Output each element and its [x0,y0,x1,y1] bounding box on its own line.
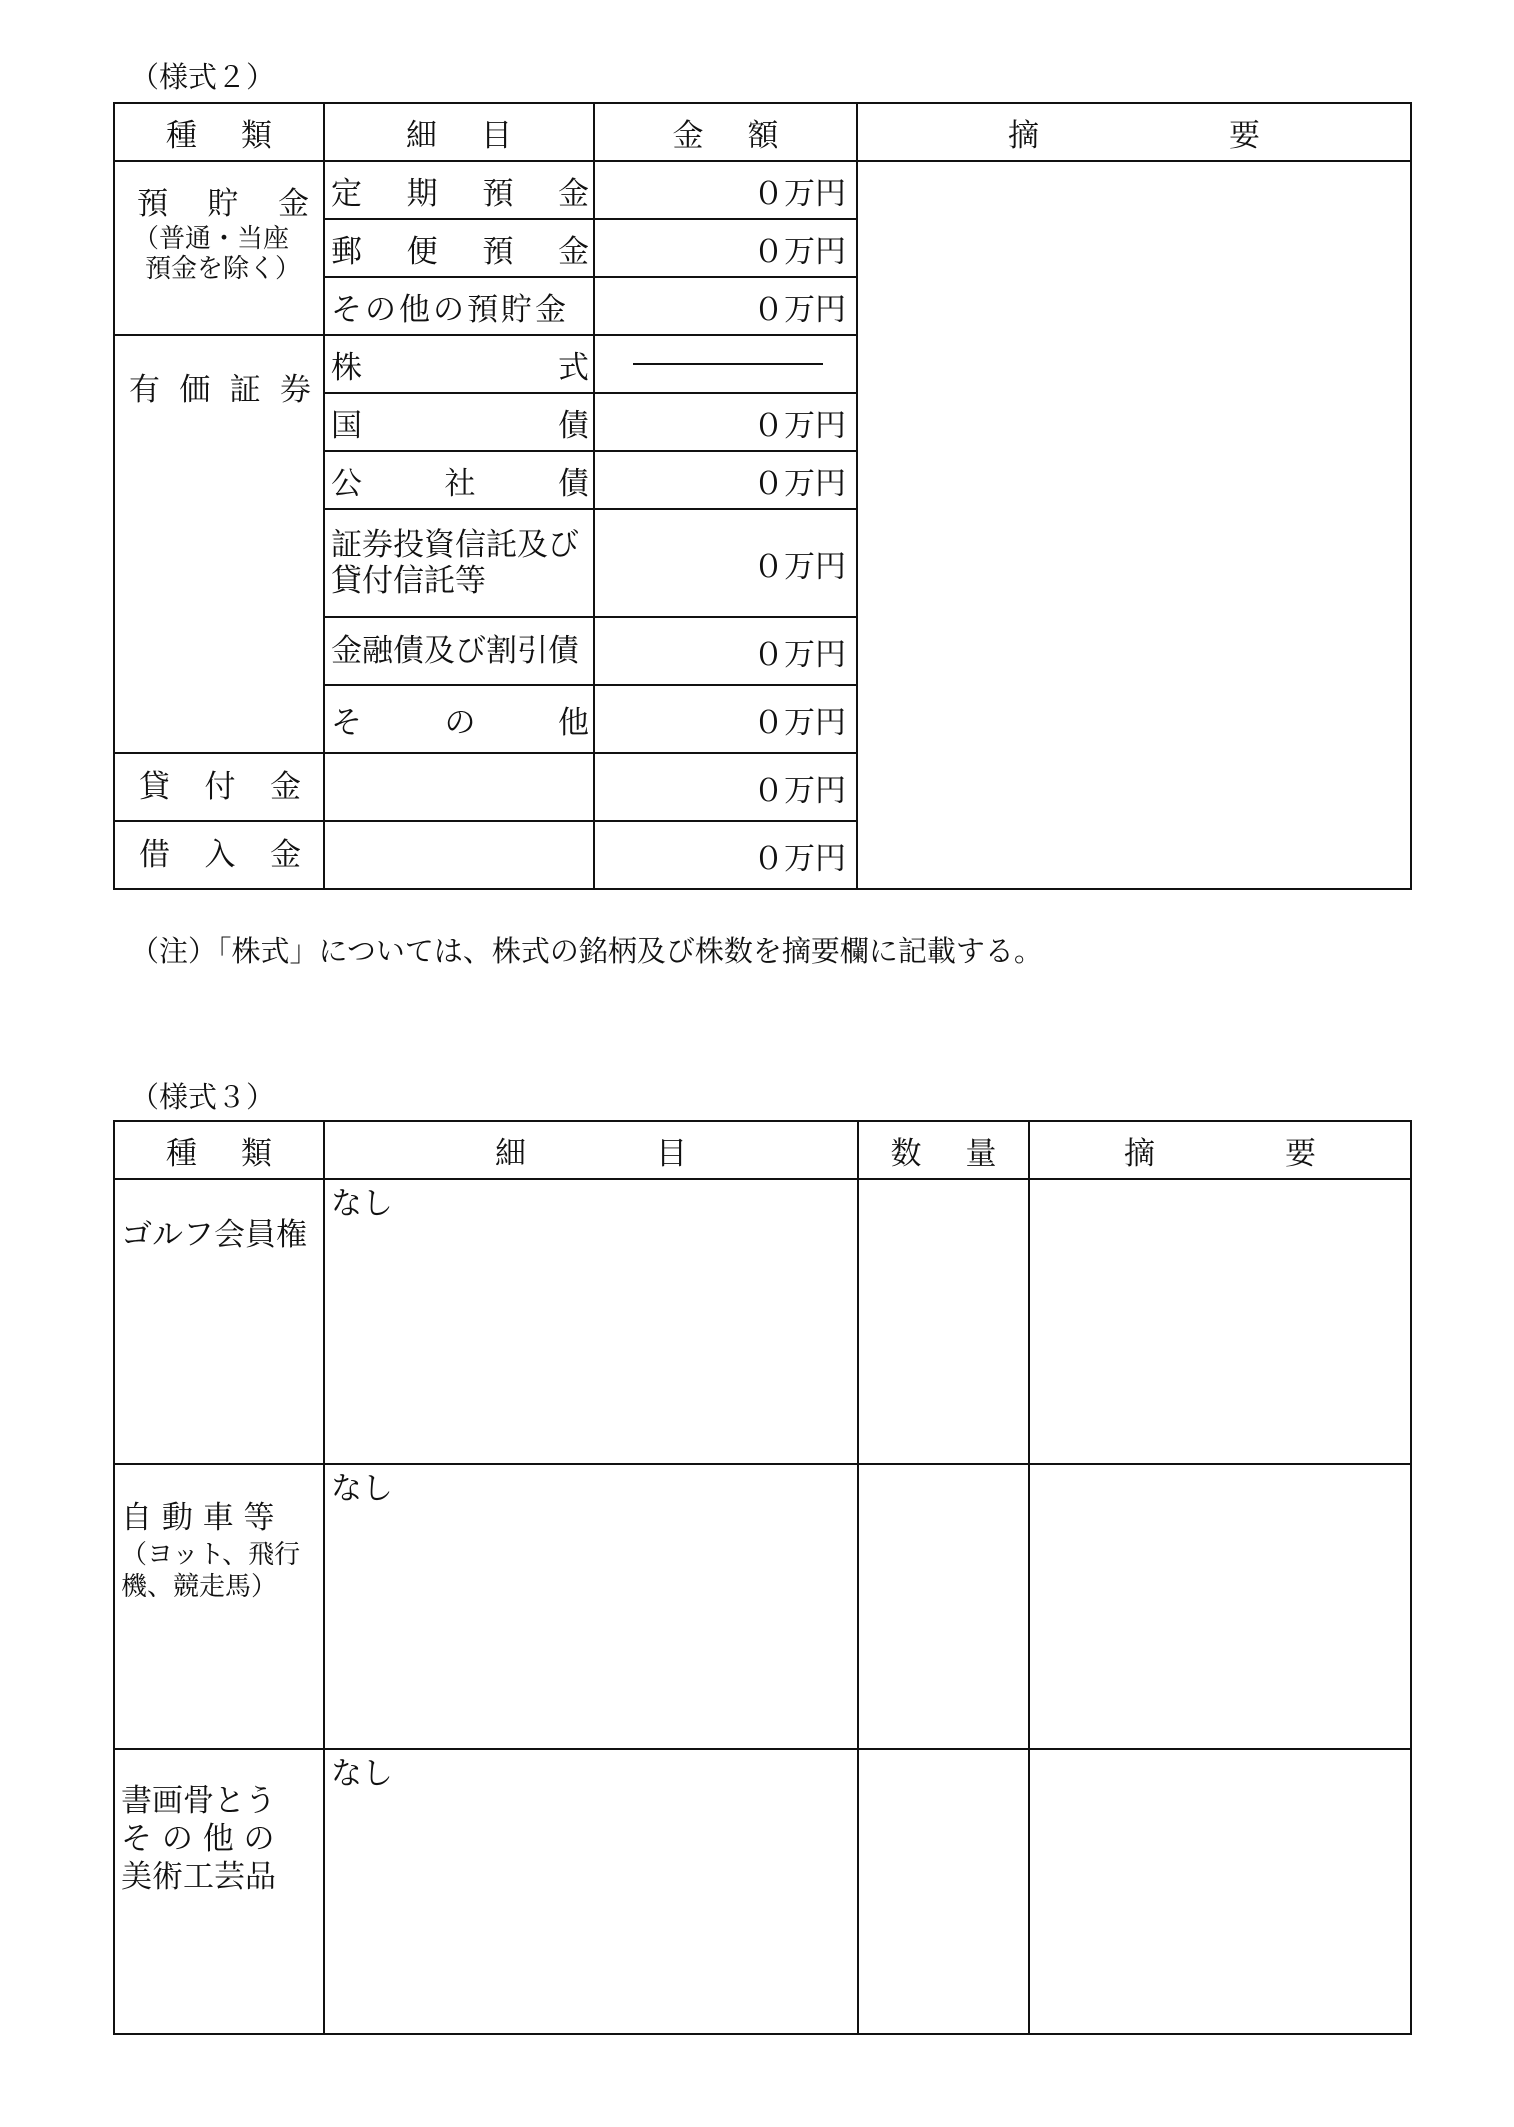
header-amount: 金 額 [594,103,857,161]
amount-other-deposits: ０万円 [594,277,857,335]
amount-loans: ０万円 [594,753,857,821]
summary-vehicles [1029,1464,1411,1749]
summary-golf-membership [1029,1179,1411,1464]
detail-art: なし [324,1749,858,2034]
amount-corporate-bonds: ０万円 [594,451,857,509]
header-type: 種 類 [114,103,324,161]
amount-stocks [594,335,857,393]
header3-summary: 摘 要 [1029,1121,1411,1179]
quantity-golf-membership [858,1179,1029,1464]
detail-golf-membership: なし [324,1179,858,1464]
item-financial-bonds: 金融債及び割引債 [324,617,594,685]
amount-investment-trusts: ０万円 [594,509,857,617]
item-time-deposit: 定 期 預 金 [324,161,594,219]
header-summary: 摘 要 [857,103,1411,161]
category-borrowings: 借 入 金 [114,821,324,889]
form3-label: （様式３） [130,1080,276,1114]
item-investment-trusts: 証券投資信託及び 貸付信託等 [324,509,594,617]
item-government-bonds: 国 債 [324,393,594,451]
category-deposits: 預 貯 金 （普通・当座 預金を除く） [114,161,324,335]
category-vehicles: 自 動 車 等 （ヨット、飛行 機、競走馬） [114,1464,324,1749]
form2-table [113,102,1412,890]
category-loans: 貸 付 金 [114,753,324,821]
form3-table [113,1120,1412,2035]
header3-detail: 細 目 [324,1121,858,1179]
form2-note: （注）「株式」については、株式の銘柄及び株数を摘要欄に記載する。 [130,934,1043,968]
summary-art [1029,1749,1411,2034]
header3-type: 種 類 [114,1121,324,1179]
item-other-securities: そ の 他 [324,685,594,753]
amount-other-securities: ０万円 [594,685,857,753]
category-golf-membership: ゴルフ会員権 [114,1179,324,1464]
amount-borrowings: ０万円 [594,821,857,889]
summary-column [857,161,1411,889]
detail-vehicles: なし [324,1464,858,1749]
category-art: 書画骨とう そ の 他 の 美術工芸品 [114,1749,324,2034]
stocks-dash [633,363,823,365]
quantity-art [858,1749,1029,2034]
header-detail: 細 目 [324,103,594,161]
amount-time-deposit: ０万円 [594,161,857,219]
header3-quantity: 数 量 [858,1121,1029,1179]
item-borrowings [324,821,594,889]
item-other-deposits: その他の預貯金 [324,277,594,335]
item-corporate-bonds: 公 社 債 [324,451,594,509]
category-securities: 有 価 証 券 [114,335,324,753]
quantity-vehicles [858,1464,1029,1749]
form2-label: （様式２） [130,60,276,94]
item-loans [324,753,594,821]
amount-financial-bonds: ０万円 [594,617,857,685]
amount-government-bonds: ０万円 [594,393,857,451]
amount-postal-deposit: ０万円 [594,219,857,277]
item-stocks: 株 式 [324,335,594,393]
item-postal-deposit: 郵 便 預 金 [324,219,594,277]
